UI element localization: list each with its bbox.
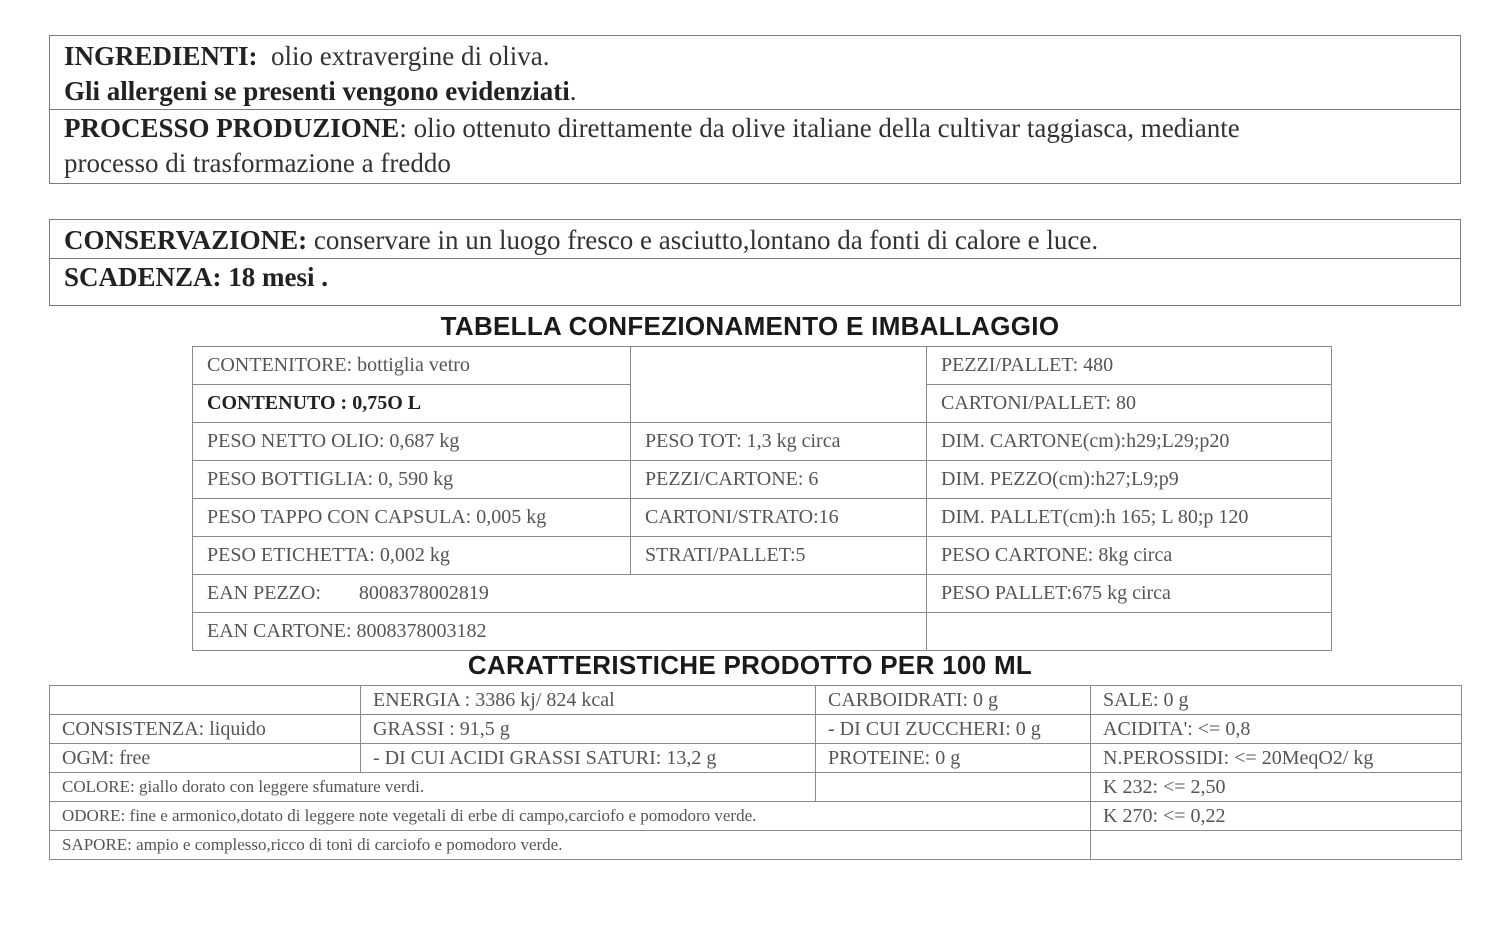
pezzi-pallet-cell: PEZZI/PALLET: 480 bbox=[927, 347, 1332, 385]
pezzi-cartone-cell: PEZZI/CARTONE: 6 bbox=[631, 461, 927, 499]
table-row bbox=[193, 461, 1332, 499]
peso-cartone-cell: PESO CARTONE: 8kg circa bbox=[927, 537, 1332, 575]
cartoni-strato-cell: CARTONI/STRATO:16 bbox=[631, 499, 927, 537]
consistenza-cell: CONSISTENZA: liquido bbox=[50, 715, 361, 744]
dim-cartone-cell: DIM. CARTONE(cm):h29;L29;p20 bbox=[927, 423, 1332, 461]
peso-bottiglia-cell: PESO BOTTIGLIA: 0, 590 kg bbox=[193, 461, 631, 499]
contenitore-cell: CONTENITORE: bottiglia vetro bbox=[193, 347, 631, 385]
sale-cell: SALE: 0 g bbox=[1091, 686, 1462, 715]
processo-row: PROCESSO PRODUZIONE: olio ottenuto direttamente da olive italiane della cultivar taggiasca, mediante bbox=[50, 109, 1460, 146]
processo-row-2 bbox=[50, 145, 1460, 181]
saturi-cell: - DI CUI ACIDI GRASSI SATURI: 13,2 g bbox=[361, 744, 816, 773]
colore-cell: COLORE: giallo dorato con leggere sfumature verdi. bbox=[50, 773, 816, 802]
table-row bbox=[50, 831, 1462, 860]
empty-cell bbox=[927, 613, 1332, 651]
k270-cell: K 270: <= 0,22 bbox=[1091, 802, 1462, 831]
packaging-title: TABELLA CONFEZIONAMENTO E IMBALLAGGIO bbox=[440, 311, 1060, 341]
scadenza-row bbox=[50, 258, 1460, 295]
cartoni-pallet-cell: CARTONI/PALLET: 80 bbox=[927, 385, 1332, 423]
ingredienti-label: INGREDIENTI bbox=[64, 41, 249, 71]
processo-text-line2: processo di trasformazione a freddo bbox=[64, 148, 451, 178]
ean-pezzo-cell bbox=[193, 575, 927, 613]
dim-pezzo-cell: DIM. PEZZO(cm):h27;L9;p9 bbox=[927, 461, 1332, 499]
peso-netto-cell: PESO NETTO OLIO: 0,687 kg bbox=[193, 423, 631, 461]
processo-label: PROCESSO PRODUZIONE bbox=[64, 113, 400, 143]
table-row bbox=[193, 613, 1332, 651]
k232-cell: K 232: <= 2,50 bbox=[1091, 773, 1462, 802]
odore-cell: ODORE: fine e armonico,dotato di leggere note vegetali di erbe di campo,carciofo e pomodoro verde. bbox=[50, 802, 1091, 831]
ogm-cell: OGM: free bbox=[50, 744, 361, 773]
table-row bbox=[193, 423, 1332, 461]
table-row bbox=[193, 499, 1332, 537]
allergeni-row: Gli allergeni se presenti vengono evidenziati. bbox=[64, 76, 577, 106]
energia-cell: ENERGIA : 3386 kj/ 824 kcal bbox=[361, 686, 816, 715]
peso-pallet-cell: PESO PALLET:675 kg circa bbox=[927, 575, 1332, 613]
conservazione-row bbox=[50, 222, 1460, 258]
ingredienti-text: olio extravergine di oliva. bbox=[271, 41, 550, 71]
scadenza-text: SCADENZA: 18 mesi . bbox=[64, 262, 329, 292]
carboidrati-cell: CARBOIDRATI: 0 g bbox=[816, 686, 1091, 715]
peso-tappo-cell: PESO TAPPO CON CAPSULA: 0,005 kg bbox=[193, 499, 631, 537]
empty-cell bbox=[631, 347, 927, 423]
ean-pezzo-value: 8008378002819 bbox=[358, 582, 489, 604]
nutrition-title: CARATTERISTICHE PRODOTTO PER 100 ML bbox=[467, 650, 1033, 680]
perossidi-cell: N.PEROSSIDI: <= 20MeqO2/ kg bbox=[1091, 744, 1462, 773]
ingredients-box bbox=[49, 35, 1461, 184]
empty-cell bbox=[1091, 831, 1462, 860]
allergeni-text: Gli allergeni se presenti vengono evidenziati bbox=[64, 76, 570, 106]
ingredienti-row: INGREDIENTI: olio extravergine di oliva. bbox=[64, 41, 550, 71]
ean-cartone-cell: EAN CARTONE: 8008378003182 bbox=[193, 613, 927, 651]
acidita-cell: ACIDITA': <= 0,8 bbox=[1091, 715, 1462, 744]
table-row bbox=[50, 715, 1462, 744]
processo-text-line1: olio ottenuto direttamente da olive italiane della cultivar taggiasca, mediante bbox=[413, 113, 1240, 143]
table-row bbox=[50, 802, 1462, 831]
table-row bbox=[50, 773, 1462, 802]
empty-cell bbox=[816, 773, 1091, 802]
table-row bbox=[50, 686, 1462, 715]
conservazione-label: CONSERVAZIONE: bbox=[64, 225, 308, 255]
contenuto-cell: CONTENUTO : 0,75O L bbox=[193, 385, 631, 423]
grassi-cell: GRASSI : 91,5 g bbox=[361, 715, 816, 744]
packaging-table bbox=[192, 346, 1332, 651]
proteine-cell: PROTEINE: 0 g bbox=[816, 744, 1091, 773]
table-row bbox=[193, 537, 1332, 575]
nutrition-table bbox=[49, 685, 1462, 860]
strati-pallet-cell: STRATI/PALLET:5 bbox=[631, 537, 927, 575]
ean-pezzo-label: EAN PEZZO: bbox=[207, 582, 321, 604]
zuccheri-cell: - DI CUI ZUCCHERI: 0 g bbox=[816, 715, 1091, 744]
conservazione-text: conservare in un luogo fresco e asciutto,lontano da fonti di calore e luce. bbox=[313, 225, 1099, 255]
table-row bbox=[193, 575, 1332, 613]
peso-etichetta-cell: PESO ETICHETTA: 0,002 kg bbox=[193, 537, 631, 575]
table-row bbox=[193, 347, 1332, 385]
peso-tot-cell: PESO TOT: 1,3 kg circa bbox=[631, 423, 927, 461]
dim-pallet-cell: DIM. PALLET(cm):h 165; L 80;p 120 bbox=[927, 499, 1332, 537]
table-row bbox=[50, 744, 1462, 773]
empty-cell bbox=[50, 686, 361, 715]
sapore-cell: SAPORE: ampio e complesso,ricco di toni di carciofo e pomodoro verde. bbox=[50, 831, 1091, 860]
storage-box bbox=[49, 219, 1461, 306]
